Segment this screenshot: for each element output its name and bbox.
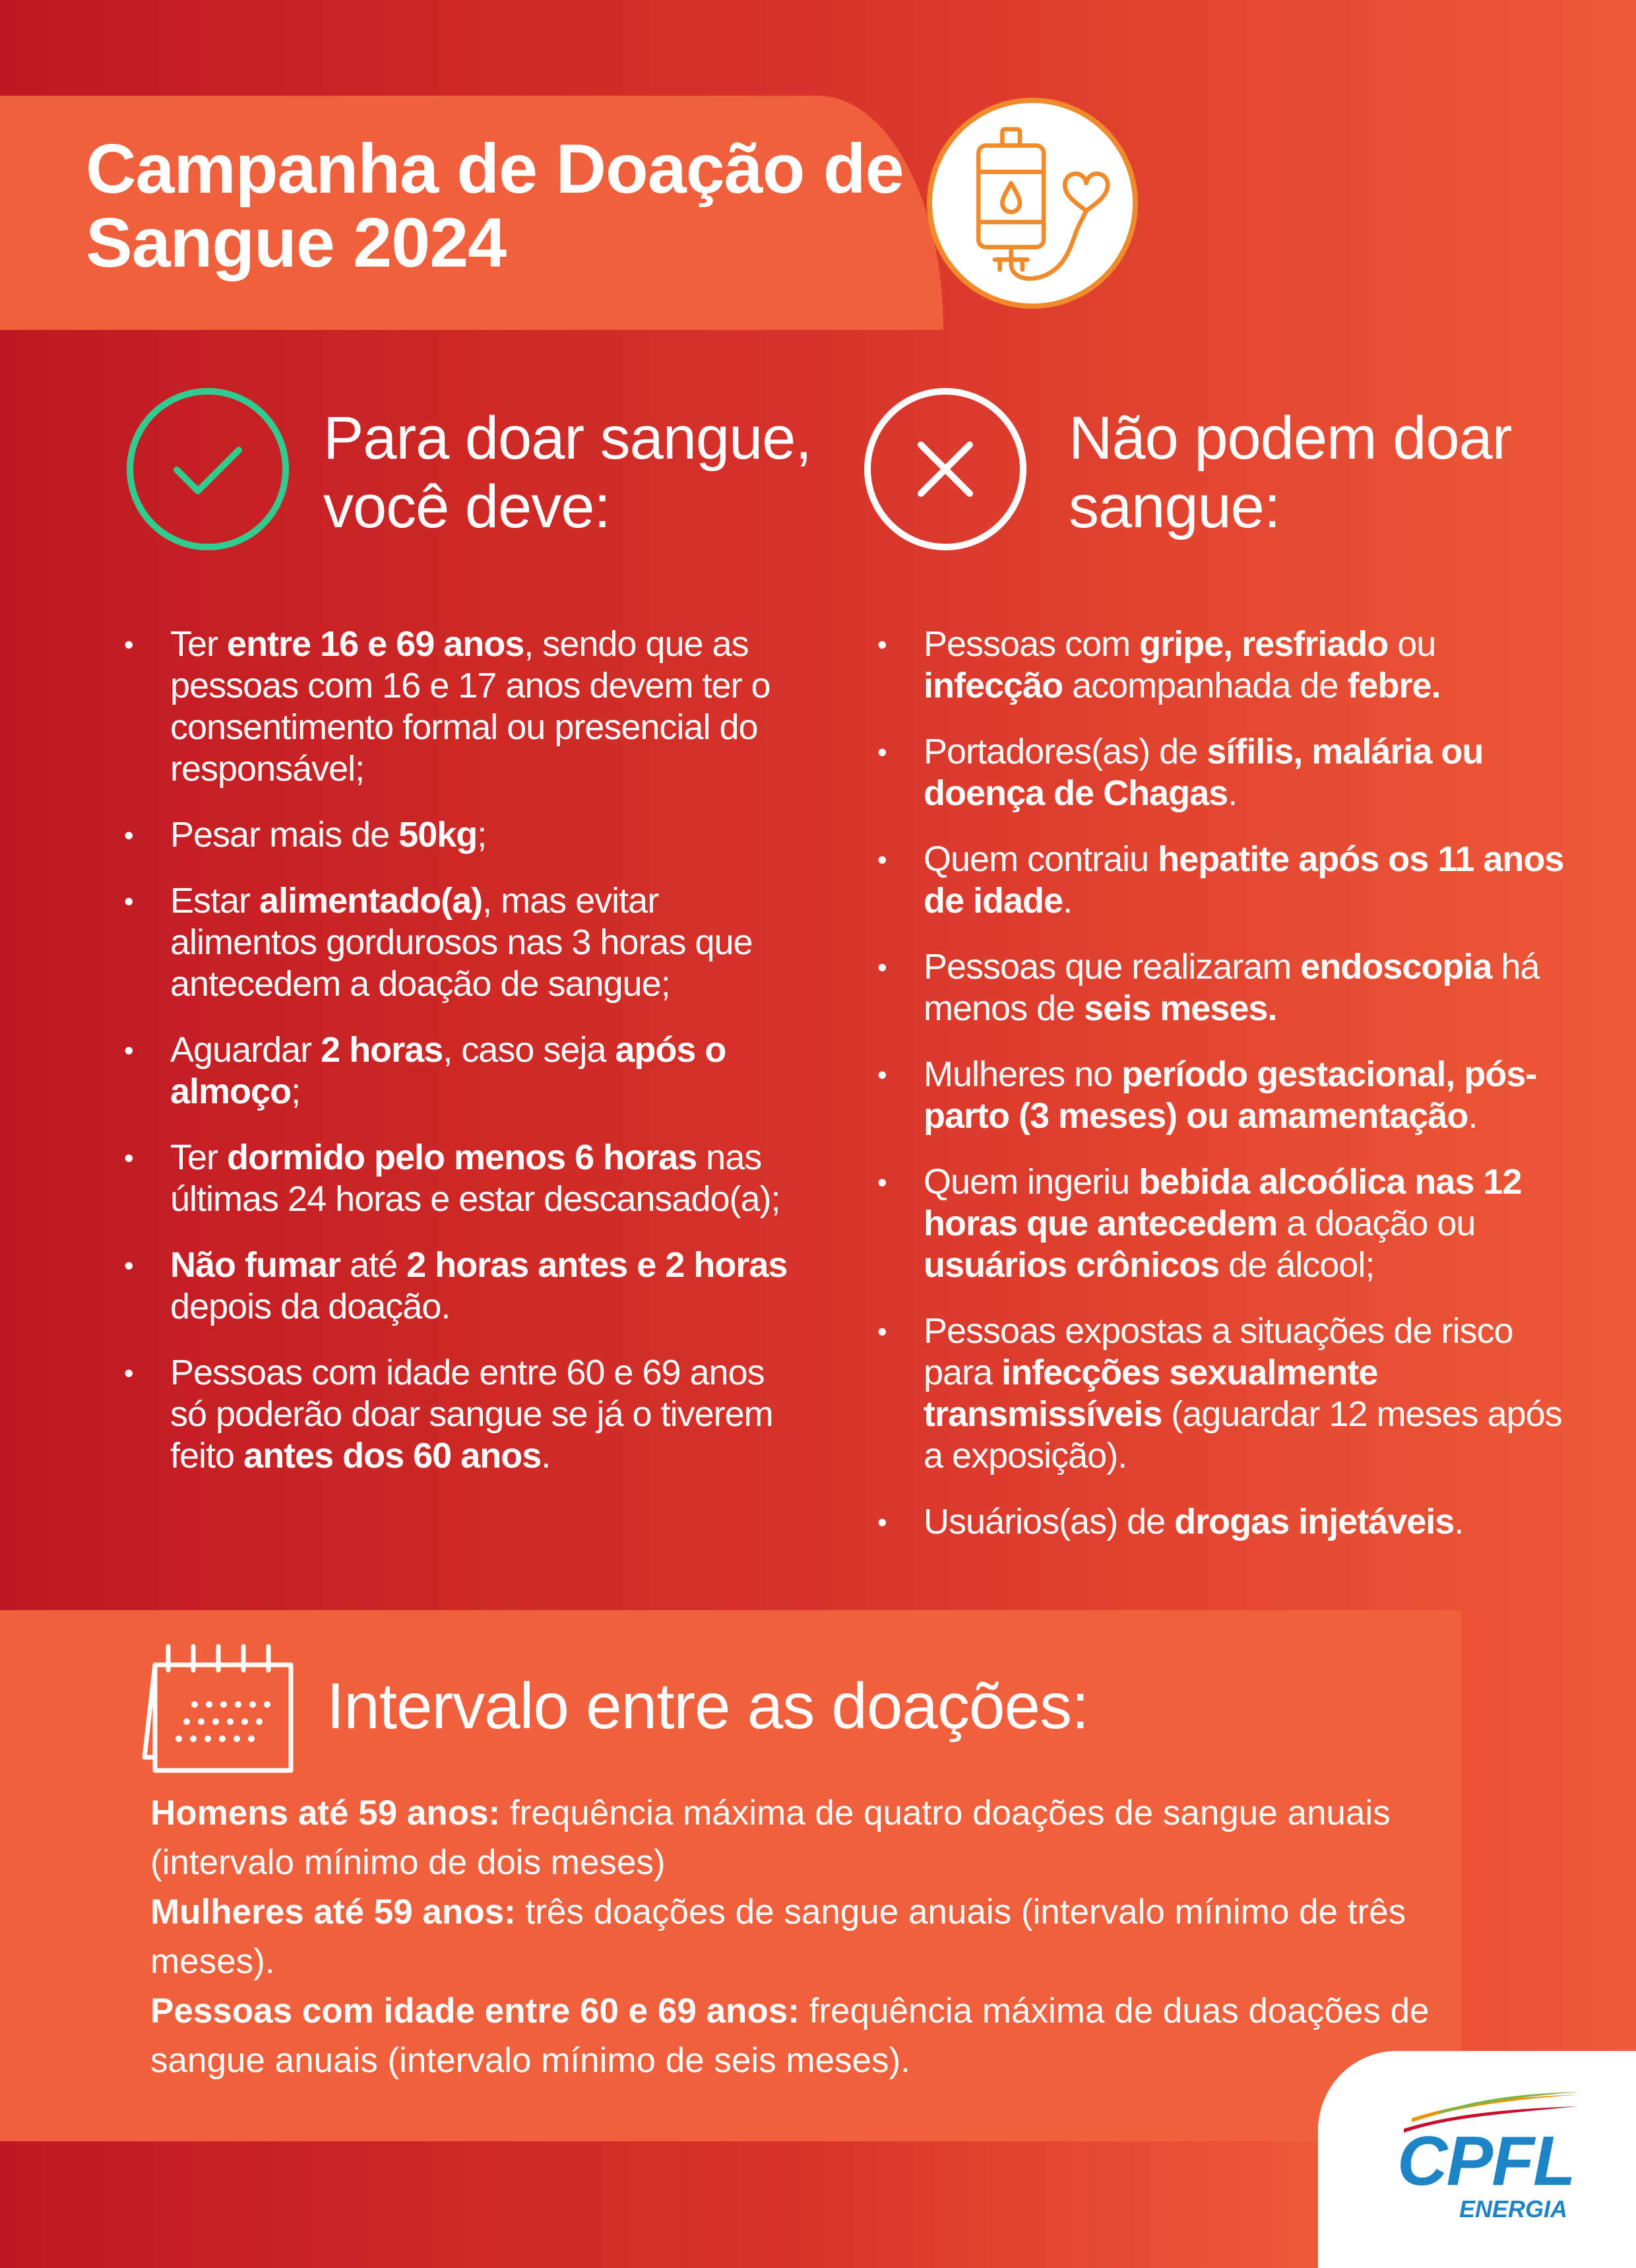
- text: há menos de: [924, 947, 1540, 1028]
- bold-text: 2 horas: [321, 1030, 443, 1070]
- list-item: [124, 1245, 790, 1328]
- text: Quem ingeriu: [924, 1162, 1139, 1202]
- bold-text: bebida alcoólica nas 12 horas que antecedem: [924, 1162, 1522, 1243]
- text: Ter: [170, 624, 228, 664]
- text: até: [340, 1245, 407, 1285]
- bold-text: 2 horas antes e 2 horas: [406, 1245, 788, 1285]
- bold-text: após o almoço: [170, 1030, 726, 1111]
- bold-text: endoscopia: [1300, 947, 1492, 987]
- interval-paragraphs: [150, 1788, 1437, 2085]
- bold-text: sífilis, malária ou doença de Chagas: [924, 732, 1484, 813]
- text: Pessoas com idade entre 60 e 69 anos só poderão doar sangue se já o tiverem feito: [170, 1353, 773, 1475]
- bold-text: drogas injetáveis: [1174, 1502, 1455, 1541]
- text: .: [1063, 881, 1073, 921]
- bold-text: gripe, resfriado: [1139, 624, 1389, 664]
- text: (aguardar 12 meses após a exposição).: [924, 1394, 1562, 1475]
- bold-text: dormido pelo menos 6 horas: [227, 1138, 697, 1177]
- bold-text: período gestacional, pós-parto (3 meses) ou amamentação: [924, 1054, 1537, 1136]
- blood-bag-heart-icon: [927, 98, 1138, 309]
- text: ;: [477, 815, 487, 855]
- list-item: [124, 814, 790, 856]
- can-donate-heading: [323, 404, 811, 541]
- text: a doação ou: [1277, 1204, 1476, 1243]
- text: de álcool;: [1219, 1245, 1375, 1285]
- calendar-icon: [142, 1640, 300, 1775]
- bottom-stripe: [0, 2141, 1319, 2268]
- bold-text: febre.: [1347, 666, 1441, 705]
- bold-text: Não fumar: [170, 1245, 341, 1285]
- text: depois da doação.: [170, 1287, 451, 1326]
- list-item: [877, 946, 1570, 1029]
- x-circle-icon: [863, 387, 1028, 552]
- bold-text: seis meses.: [1084, 988, 1277, 1028]
- text: Usuários(as) de: [924, 1502, 1175, 1541]
- bold-text: Homens até 59 anos:: [150, 1794, 501, 1832]
- can-donate-heading-line2: você deve:: [323, 473, 610, 540]
- text: Ter: [170, 1138, 228, 1177]
- text: .: [541, 1436, 551, 1475]
- cpfl-logo-subtitle: ENERGIA: [1459, 2195, 1567, 2222]
- bold-text: alimentado(a): [259, 881, 483, 921]
- cannot-donate-heading-line2: sangue:: [1069, 473, 1280, 540]
- text: Pesar mais de: [170, 815, 399, 855]
- bold-text: usuários crônicos: [924, 1245, 1220, 1285]
- text: Portadores(as) de: [924, 732, 1207, 771]
- bold-text: infecções sexualmente transmissíveis: [924, 1353, 1378, 1434]
- page-title-line2: Sangue 2024: [86, 204, 507, 282]
- list-item: [877, 1161, 1570, 1286]
- cannot-donate-heading-line1: Não podem doar: [1069, 405, 1512, 472]
- bold-text: Pessoas com idade entre 60 e 69 anos:: [150, 1992, 800, 2030]
- text: Pessoas com: [924, 624, 1140, 664]
- list-item: [124, 1029, 790, 1113]
- text: Aguardar: [170, 1030, 321, 1070]
- interval-title: Intervalo entre as doações:: [327, 1669, 1089, 1742]
- check-circle-icon: [125, 387, 290, 552]
- text: , sendo que as pessoas com 16 e 17 anos devem ter o consentimento formal ou presencial do responsável;: [170, 624, 771, 789]
- list-item: [877, 839, 1570, 922]
- text: Pessoas expostas a situações de risco para: [924, 1311, 1513, 1392]
- bold-text: infecção: [924, 666, 1063, 705]
- text: .: [1228, 773, 1238, 813]
- list-item: [877, 731, 1570, 814]
- text: Quem contraiu: [924, 839, 1158, 879]
- can-donate-list: [124, 624, 790, 1501]
- interval-paragraph: [150, 1788, 1437, 1887]
- text: .: [1454, 1502, 1464, 1541]
- text: ;: [291, 1072, 301, 1111]
- text: nas últimas 24 horas e estar descansado(a);: [170, 1138, 780, 1219]
- list-item: [877, 1311, 1570, 1477]
- page-title-line1: Campanha de Doação de: [86, 130, 904, 208]
- page-title: [86, 132, 917, 280]
- text: três doações de sangue anuais (intervalo mínimo de três meses).: [150, 1893, 1406, 1981]
- list-item: [124, 1352, 790, 1477]
- can-donate-heading-line1: Para doar sangue,: [323, 405, 811, 472]
- text: .: [1468, 1096, 1478, 1136]
- text: ou: [1388, 624, 1436, 664]
- list-item: [124, 624, 790, 790]
- list-item: [877, 1054, 1570, 1137]
- list-item: [124, 1137, 790, 1220]
- bold-text: entre 16 e 69 anos: [227, 624, 524, 664]
- text: , mas evitar alimentos gordurosos nas 3 horas que antecedem a doação de sangue;: [170, 881, 753, 1004]
- text: Pessoas que realizaram: [924, 947, 1301, 987]
- interval-paragraph: [150, 1986, 1437, 2085]
- interval-paragraph: [150, 1887, 1437, 1986]
- bold-text: antes dos 60 anos: [243, 1436, 542, 1475]
- text: , caso seja: [443, 1030, 615, 1070]
- text: Mulheres no: [924, 1054, 1122, 1094]
- list-item: [877, 624, 1570, 707]
- bold-text: 50kg: [398, 815, 478, 855]
- cannot-donate-heading: [1069, 404, 1511, 541]
- list-item: [877, 1501, 1570, 1543]
- bold-text: hepatite após os 11 anos de idade: [924, 839, 1564, 921]
- list-item: [124, 880, 790, 1005]
- cannot-donate-list: [877, 624, 1570, 1567]
- text: frequência máxima de duas doações de sangue anuais (intervalo mínimo de seis meses).: [150, 1992, 1430, 2080]
- bold-text: Mulheres até 59 anos:: [150, 1893, 516, 1931]
- text: Estar: [170, 881, 260, 921]
- text: frequência máxima de quatro doações de sangue anuais (intervalo mínimo de dois meses): [150, 1794, 1391, 1882]
- cpfl-logo-wordmark: CPFL: [1397, 2122, 1575, 2200]
- text: acompanhada de: [1063, 666, 1348, 705]
